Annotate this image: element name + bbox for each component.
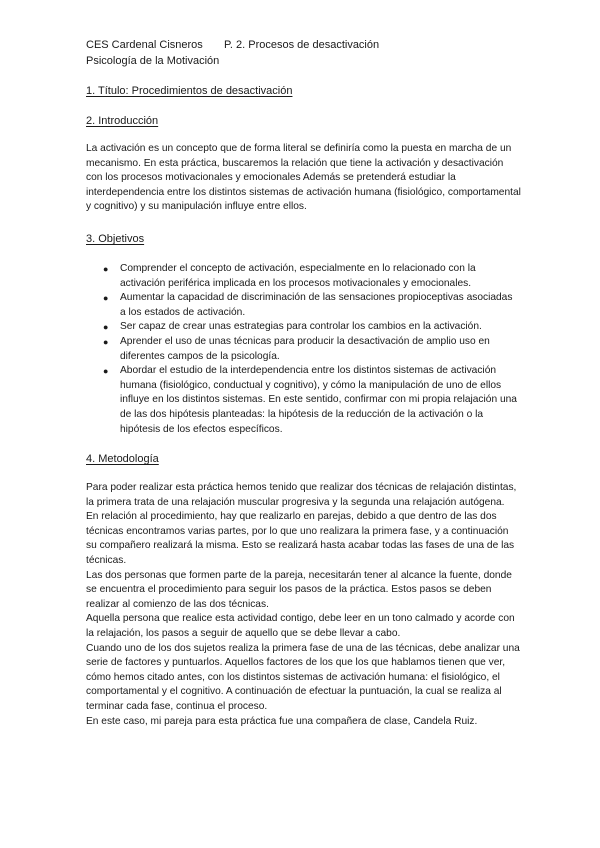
section-introduction-heading: 2. Introducción — [86, 115, 159, 127]
section-objectives-heading: 3. Objetivos — [86, 233, 145, 245]
list-item — [86, 335, 518, 364]
introduction-text: La activación es un concepto que de forma literal se definiría como la puesta en marcha de un mecanismo. En esta práctica, buscaremos la relación que tiene la activación y desactivación con los procesos motivacionales y emocionales Además se pretenderá estudiar la interdependencia entre los distintos sistemas de activación humana (fisiológico, comportamental y cognitivo) y su manipulación influye entre ellos. — [86, 143, 521, 213]
list-item — [86, 262, 518, 291]
list-item — [86, 364, 518, 437]
list-item — [86, 320, 518, 335]
objectives-list — [86, 262, 518, 437]
introduction-paragraph — [86, 142, 522, 215]
subject-name: Psicología de la Motivación — [86, 55, 220, 67]
methodology-body — [86, 481, 522, 729]
page-header-left — [86, 37, 219, 69]
methodology-paragraph: Aquella persona que realice esta actividad contigo, debe leer en un tono calmado y acorde con la relajación, los pasos a seguir de aquello que se debe llevar a cabo. — [86, 613, 515, 639]
practice-title: P. 2. Procesos de desactivación — [224, 39, 380, 51]
objective-text: Ser capaz de crear unas estrategias para controlar los cambios en la activación. — [120, 321, 482, 333]
bullet-icon: ● — [103, 336, 109, 347]
section-methodology-heading: 4. Metodología — [86, 453, 159, 465]
objective-text: Aumentar la capacidad de discriminación de las sensaciones propioceptivas asociadas a los estados de activación. — [120, 292, 513, 318]
objective-text: Comprender el concepto de activación, especialmente en lo relacionado con la activación periférica implicada en los procesos motivacionales y emocionales. — [120, 263, 476, 289]
methodology-paragraph: Cuando uno de los dos sujetos realiza la primera fase de una de las técnicas, debe analizar una serie de factores y puntuarlos. Aquellos factores de los que los que hablamos tienen que ver, cómo hemos citado antes, con los distintos sistemas de activación humana: el fisiológico, el comportamental y el cognitivo. A continuación de efectuar la puntuación, la cual se realiza al terminar cada fase, continua el proceso. — [86, 642, 520, 712]
objective-text: Aprender el uso de unas técnicas para producir la desactivación de amplio uso en diferentes campos de la psicología. — [120, 335, 490, 362]
school-name: CES Cardenal Cisneros — [86, 39, 203, 51]
list-item — [86, 291, 518, 320]
section-title: 1. Título: Procedimientos de desactivación — [86, 85, 293, 97]
methodology-paragraph: En relación al procedimiento, hay que realizarlo en parejas, debido a que dentro de las dos técnicas encontramos varias partes, por lo que uno realizara la primera fase, y a continuación su compañero realizará la misma. Esto se realizará hasta acabar todas las fases de una de las técnicas. — [86, 511, 515, 566]
bullet-icon: ● — [103, 293, 109, 304]
bullet-icon: ● — [103, 264, 109, 274]
objective-text: Abordar el estudio de la interdependencia entre los distintos sistemas de activación humana (fisiológico, conductual y cognitivo), y cómo la manipulación de uno de ellos influye en los distintos sistemas. En este sentido, confirmar con mi propia relajación una de las dos hipótesis planteadas: la hipótesis de la reducción de la activación o la hipótesis de los efectos específicos. — [120, 365, 517, 435]
bullet-icon: ● — [103, 366, 109, 377]
methodology-paragraph: En este caso, mi pareja para esta práctica fue una compañera de clase, Candela Ruiz. — [86, 715, 478, 727]
methodology-paragraph: Las dos personas que formen parte de la pareja, necesitarán tener al alcance la fuente, donde se encuentra el procedimiento para seguir los pasos de la práctica. Estos pasos se deben realizar al comienzo de las dos técnicas. — [86, 569, 512, 610]
bullet-icon: ● — [103, 322, 109, 333]
methodology-paragraph: Para poder realizar esta práctica hemos tenido que realizar dos técnicas de relajación distintas, la primera trata de una relajación muscular progresiva y la segunda una relajación autógena. — [86, 482, 517, 508]
